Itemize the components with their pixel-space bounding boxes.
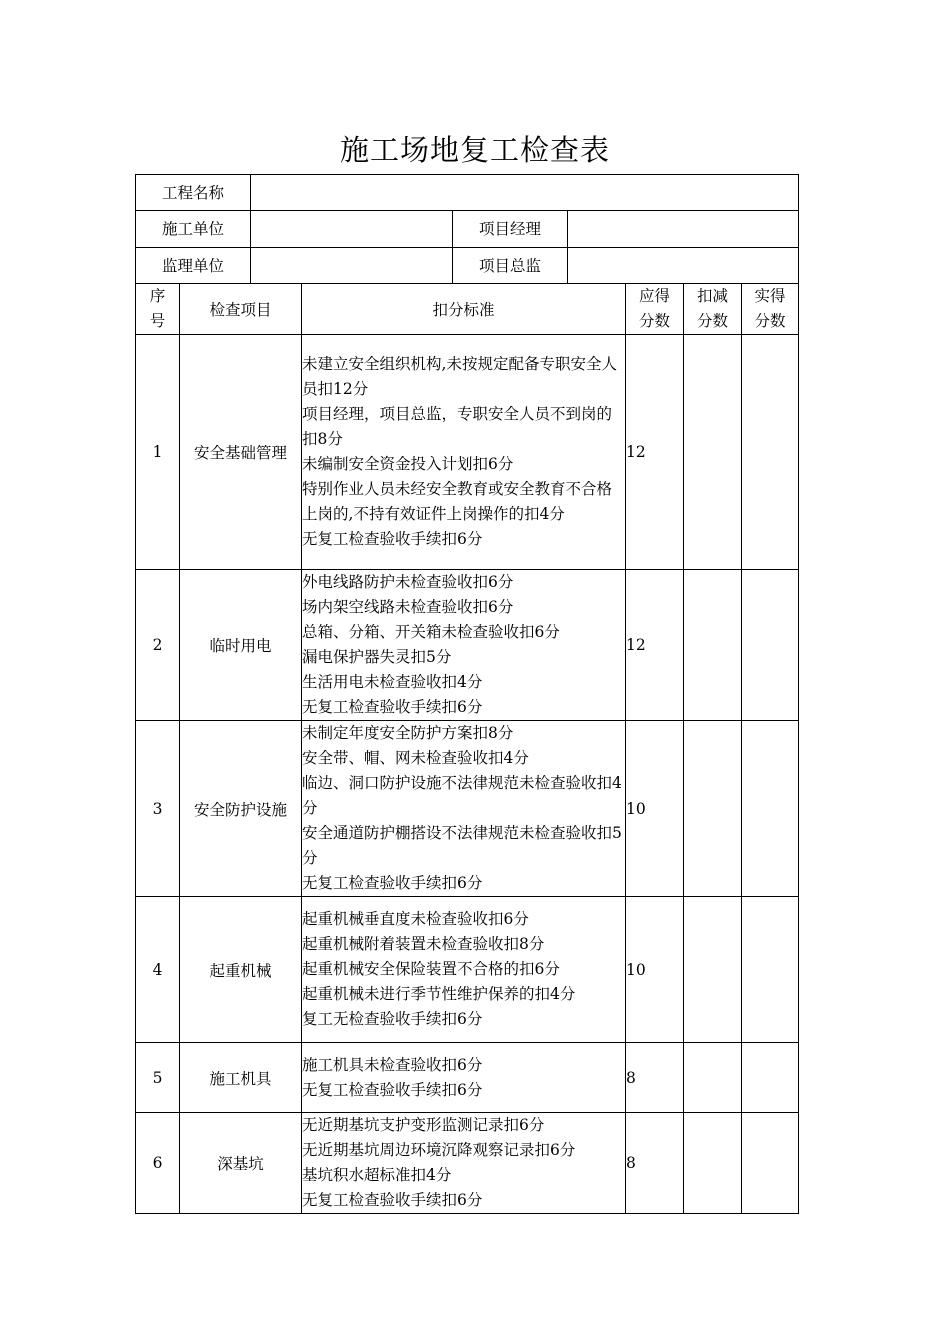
- row-standard: [302, 721, 626, 897]
- standard-line: 未建立安全组织机构,未按规定配备专职安全人员扣12分: [302, 355, 617, 398]
- standard-line: 无复工检查验收手续扣6分: [302, 530, 483, 548]
- standard-line: 安全带、帽、网未检查验收扣4分: [302, 749, 529, 767]
- standard-line: 起重机械垂直度未检查验收扣6分: [302, 910, 529, 928]
- col-no-header: [136, 284, 180, 335]
- row-item: 深基坑: [180, 1113, 302, 1214]
- table-row: [136, 897, 799, 1043]
- row-no: 1: [136, 335, 180, 570]
- standard-line: 安全通道防护棚搭设不法律规范未检查验收扣5分: [302, 824, 622, 867]
- row-deduct-score[interactable]: [684, 721, 742, 897]
- col-deduct-line1: 扣减: [697, 287, 729, 305]
- standard-line: 基坑积水超标准扣4分: [302, 1166, 452, 1184]
- row-no: 5: [136, 1043, 180, 1113]
- standard-line: 临边、洞口防护设施不法律规范未检查验收扣4分: [302, 774, 622, 817]
- column-header-row: [136, 284, 799, 335]
- col-due-line1: 应得: [639, 287, 671, 305]
- col-actual-line2: 分数: [754, 312, 786, 330]
- col-no-line2: 号: [149, 312, 166, 330]
- project-manager-label: 项目经理: [453, 211, 568, 248]
- row-standard: [302, 897, 626, 1043]
- row-deduct-score[interactable]: [684, 570, 742, 721]
- row-item: 临时用电: [180, 570, 302, 721]
- standard-line: 未制定年度安全防护方案扣8分: [302, 724, 514, 742]
- project-name-label: 工程名称: [136, 175, 251, 211]
- construction-unit-row: [136, 211, 799, 248]
- row-deduct-score[interactable]: [684, 335, 742, 570]
- standard-line: 起重机械安全保险装置不合格的扣6分: [302, 960, 560, 978]
- row-due-score: 10: [626, 897, 684, 1043]
- row-actual-score[interactable]: [742, 570, 799, 721]
- row-actual-score[interactable]: [742, 335, 799, 570]
- row-actual-score[interactable]: [742, 1043, 799, 1113]
- col-actual-line1: 实得: [754, 287, 786, 305]
- project-manager-value[interactable]: [568, 211, 799, 248]
- col-deduct-header: [684, 284, 742, 335]
- row-actual-score[interactable]: [742, 1113, 799, 1214]
- row-actual-score[interactable]: [742, 721, 799, 897]
- standard-line: 场内架空线路未检查验收扣6分: [302, 598, 514, 616]
- table-row: [136, 335, 799, 570]
- col-due-header: [626, 284, 684, 335]
- standard-line: 总箱、分箱、开关箱未检查验收扣6分: [302, 623, 560, 641]
- standard-line: 无复工检查验收手续扣6分: [302, 698, 483, 716]
- row-standard: [302, 1043, 626, 1113]
- project-name-value[interactable]: [251, 175, 799, 211]
- row-deduct-score[interactable]: [684, 897, 742, 1043]
- row-standard: [302, 1113, 626, 1214]
- standard-line: 施工机具未检查验收扣6分: [302, 1055, 483, 1074]
- table-row: [136, 721, 799, 897]
- page-title: 施工场地复工检查表: [339, 133, 610, 167]
- row-item: 安全防护设施: [180, 721, 302, 897]
- standard-line: 外电线路防护未检查验收扣6分: [302, 573, 514, 591]
- row-standard: [302, 570, 626, 721]
- row-deduct-score[interactable]: [684, 1043, 742, 1113]
- row-no: 3: [136, 721, 180, 897]
- supervision-unit-value[interactable]: [251, 248, 453, 284]
- table-row: [136, 1113, 799, 1214]
- col-item-header: 检查项目: [180, 284, 302, 335]
- col-actual-header: [742, 284, 799, 335]
- standard-line: 无复工检查验收手续扣6分: [302, 1191, 483, 1209]
- standard-line: 起重机械未进行季节性维护保养的扣4分: [302, 985, 576, 1003]
- standard-line: 无复工检查验收手续扣6分: [302, 874, 483, 892]
- row-due-score: 10: [626, 721, 684, 897]
- row-deduct-score[interactable]: [684, 1113, 742, 1214]
- construction-unit-label: 施工单位: [136, 211, 251, 248]
- table-row: [136, 1043, 799, 1113]
- row-no: 6: [136, 1113, 180, 1214]
- row-no: 4: [136, 897, 180, 1043]
- row-actual-score[interactable]: [742, 897, 799, 1043]
- standard-line: 未编制安全资金投入计划扣6分: [302, 455, 514, 473]
- row-due-score: 12: [626, 335, 684, 570]
- row-due-score: 8: [626, 1043, 684, 1113]
- row-item: 施工机具: [180, 1043, 302, 1113]
- standard-line: 起重机械附着装置未检查验收扣8分: [302, 935, 545, 953]
- row-standard: [302, 335, 626, 570]
- standard-line: 无复工检查验收手续扣6分: [302, 1080, 483, 1099]
- col-due-line2: 分数: [639, 312, 671, 330]
- standard-line: 特别作业人员未经安全教育或安全教育不合格上岗的,不持有效证件上岗操作的扣4分: [302, 480, 613, 523]
- col-standard-header: 扣分标准: [302, 284, 626, 335]
- row-due-score: 8: [626, 1113, 684, 1214]
- col-no-line1: 序: [149, 287, 166, 305]
- supervision-unit-label: 监理单位: [136, 248, 251, 284]
- standard-line: 无近期基坑支护变形监测记录扣6分: [302, 1116, 545, 1134]
- supervision-unit-row: [136, 248, 799, 284]
- standard-line: 生活用电未检查验收扣4分: [302, 673, 483, 691]
- chief-supervisor-value[interactable]: [568, 248, 799, 284]
- row-item: 起重机械: [180, 897, 302, 1043]
- col-deduct-line2: 分数: [697, 312, 729, 330]
- standard-line: 项目经理，项目总监，专职安全人员不到岗的扣8分: [302, 405, 613, 448]
- standard-line: 复工无检查验收手续扣6分: [302, 1010, 483, 1028]
- chief-supervisor-label: 项目总监: [453, 248, 568, 284]
- row-no: 2: [136, 570, 180, 721]
- row-item: 安全基础管理: [180, 335, 302, 570]
- table-row: [136, 570, 799, 721]
- row-due-score: 12: [626, 570, 684, 721]
- project-name-row: [136, 175, 799, 211]
- standard-line: 漏电保护器失灵扣5分: [302, 648, 452, 666]
- standard-line: 无近期基坑周边环境沉降观察记录扣6分: [302, 1141, 576, 1159]
- construction-unit-value[interactable]: [251, 211, 453, 248]
- inspection-table: [135, 174, 799, 1214]
